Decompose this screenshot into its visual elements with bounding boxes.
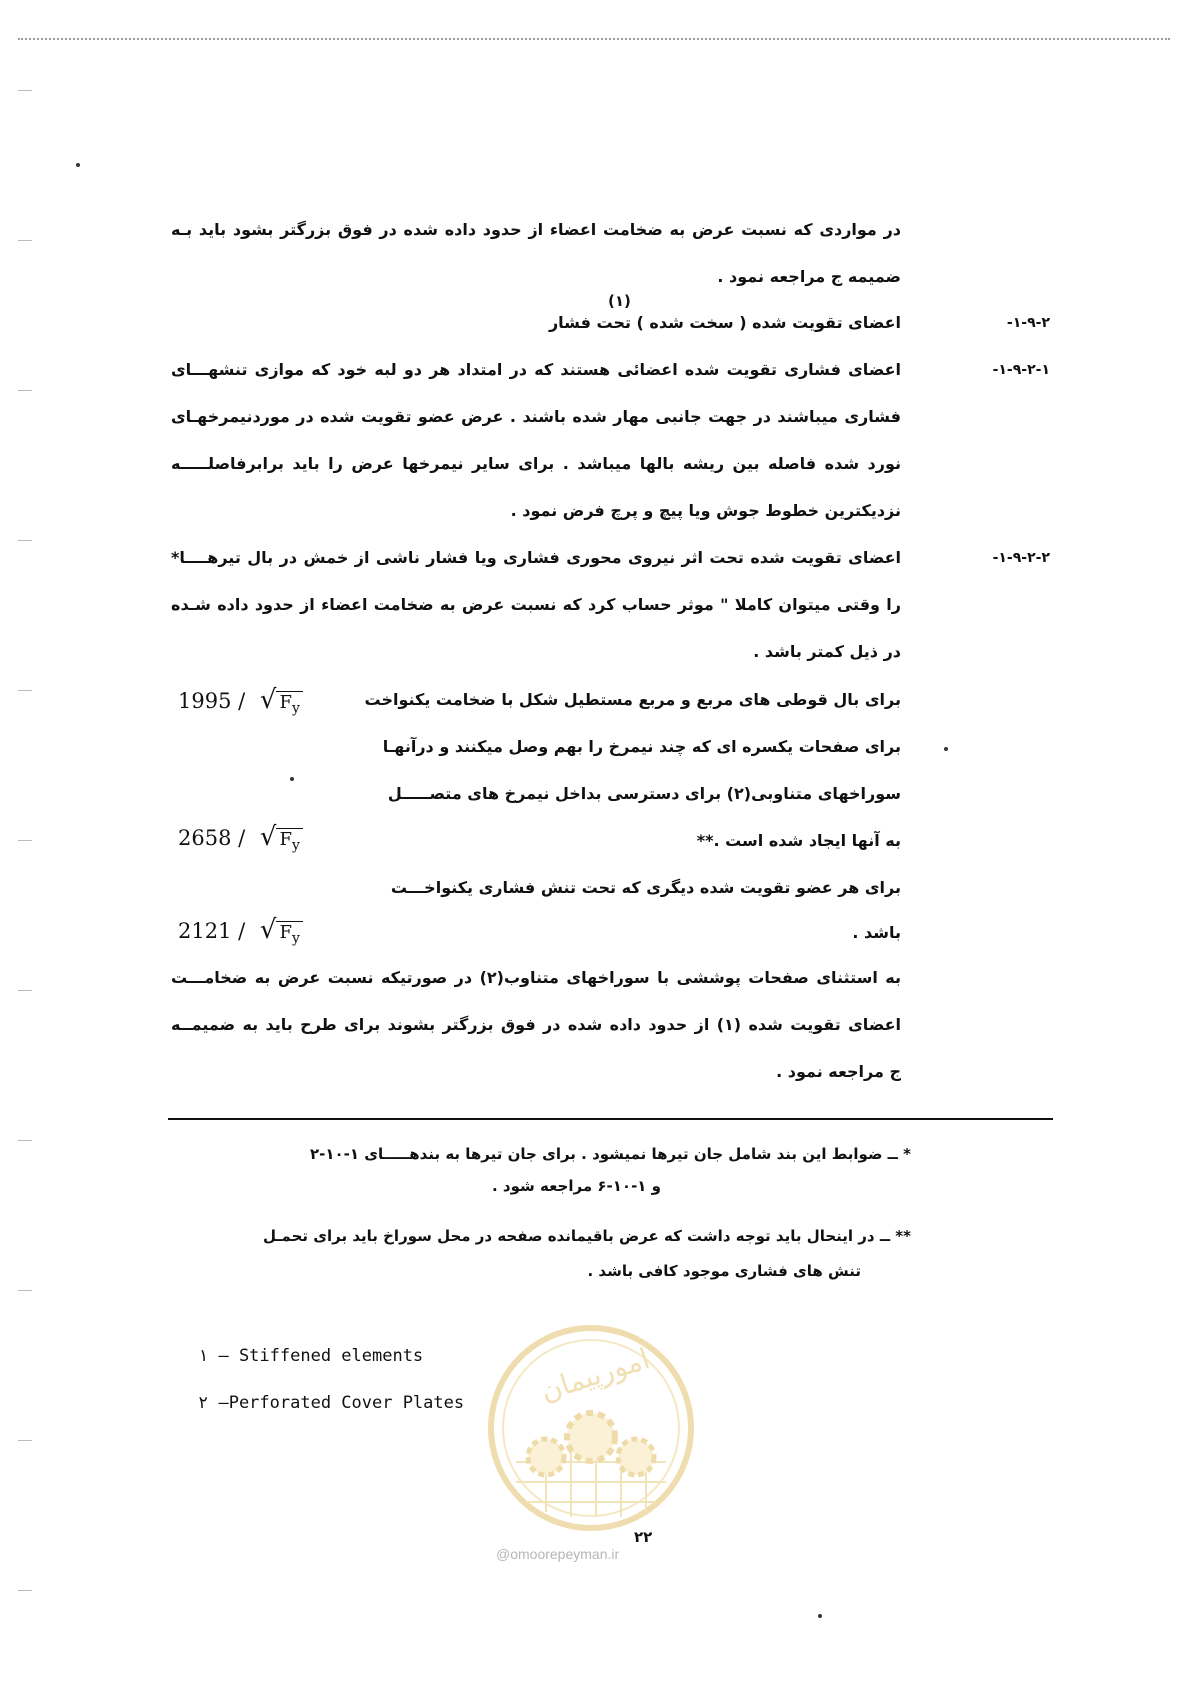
footnote-marker-1: (۱) xyxy=(608,292,631,310)
formula-2121: 2121 / √ $F_y$ xyxy=(178,915,303,954)
scan-speck xyxy=(818,1614,822,1618)
formula-2658: 2658 / √ $F_y$ xyxy=(178,822,303,861)
margin-tick xyxy=(18,240,32,241)
margin-tick xyxy=(18,90,32,91)
condition-1-line-1: برای بال قوطی های مربع و مربع مستطیل شکل با ضخامت یکنواخت xyxy=(364,690,901,709)
condition-2-line-2: سوراخهای متناوبی(۲) برای دسترسی بداخل نیمرخ های متصـــــل xyxy=(387,784,901,803)
footnote-2-line-1: ** ــ در اینحال باید توجه داشت که عرض باقیمانده صفحه در محل سوراخ باید برای تحمـل xyxy=(263,1227,911,1245)
page-number: ۲۲ xyxy=(634,1528,653,1546)
margin-tick xyxy=(18,540,32,541)
margin-tick xyxy=(18,840,32,841)
formula-1995: 1995 / √ $F_y$ xyxy=(178,685,303,724)
paragraph-line: در ذیل کمتر باشد . xyxy=(753,642,901,661)
margin-tick xyxy=(18,690,32,691)
paragraph-line: نورد شده فاصله بین ریشه بالها میباشد . برای سایر نیمرخها عرض را باید برابرفاصلـــــه xyxy=(171,454,901,473)
scan-speck xyxy=(290,777,294,781)
closing-line-1: به استثنای صفحات پوششی با سوراخهای متناوب(۲) در صورتیکه نسبت عرض به ضخامـــت xyxy=(171,968,901,987)
intro-line-1: در مواردی که نسبت عرض به ضخامت اعضاء از حدود داده شده در فوق بزرگتر بشود باید بـه xyxy=(171,220,901,239)
scan-speck xyxy=(76,163,80,167)
english-footnote-1: ۱ — Stiffened elements xyxy=(198,1346,424,1366)
margin-tick xyxy=(18,990,32,991)
paragraph-line: را وقتی میتوان کاملا " موثر حساب کرد که نسبت عرض به ضخامت اعضاء از حدود داده شـده xyxy=(171,595,901,614)
section-number-1-9-2: ۱-۹-۲- xyxy=(1006,315,1050,331)
closing-line-2: اعضای تقویت شده (۱) از حدود داده شده در فوق بزرگتر بشوند برای طرح باید به ضمیمــه xyxy=(171,1015,901,1034)
footnote-2-line-2: تنش های فشاری موجود کافی باشد . xyxy=(587,1262,861,1280)
condition-2-line-1: برای صفحات یکسره ای که چند نیمرخ را بهم وصل میکنند و درآنهـا xyxy=(382,737,901,756)
paragraph-line: اعضای تقویت شده تحت اثر نیروی محوری فشاری ویا فشار ناشی از خمش در بال تیرهــــا* xyxy=(171,548,901,567)
condition-2-line-3: به آنها ایجاد شده است .** xyxy=(696,831,901,850)
section-number-1-9-2-2: ۱-۹-۲-۲- xyxy=(992,550,1050,566)
condition-3-line-1: برای هر عضو تقویت شده دیگری که تحت تنش فشاری یکنواخـــت xyxy=(390,878,901,897)
margin-tick xyxy=(18,390,32,391)
english-footnote-2: ۲ —Perforated Cover Plates xyxy=(198,1393,465,1413)
condition-3-line-2: باشد . xyxy=(852,923,901,942)
paragraph-line: نزدیکترین خطوط جوش ویا پیچ و پرچ فرض نمود . xyxy=(510,501,901,520)
section-number-1-9-2-1: ۱-۹-۲-۱- xyxy=(992,362,1050,378)
margin-tick xyxy=(18,1440,32,1441)
paragraph-line: فشاری میباشند در جهت جانبی مهار شده باشند . عرض عضو تقویت شده در موردنیمرخهـای xyxy=(171,407,901,426)
footnote-1-line-2: و ۱-۱۰-۶ مراجعه شود . xyxy=(492,1177,661,1195)
closing-line-3: ج مراجعه نمود . xyxy=(776,1062,901,1081)
top-scan-border xyxy=(18,38,1170,40)
watermark-site-text: @omoorepeyman.ir xyxy=(496,1546,620,1562)
paragraph-line: اعضای فشاری تقویت شده اعضائی هستند که در امتداد هر دو لبه خود که موازی تنشهـــای xyxy=(171,360,901,379)
gear-seal-logo-icon xyxy=(486,1312,696,1544)
margin-tick xyxy=(18,1290,32,1291)
sqrt-icon: √ $F_y$ xyxy=(260,685,303,724)
formula-value: 2658 xyxy=(178,826,232,850)
formula-value: 1995 xyxy=(178,689,232,713)
sqrt-icon: √ $F_y$ xyxy=(260,822,303,861)
scan-speck xyxy=(944,747,948,751)
intro-line-2: ضمیمه ج مراجعه نمود . xyxy=(717,267,901,286)
watermark-logo-text: امورپیمان xyxy=(536,1341,654,1409)
section-title-stiffened: اعضای تقویت شده ( سخت شده ) تحت فشار xyxy=(548,313,901,332)
margin-tick xyxy=(18,1590,32,1591)
margin-tick xyxy=(18,1140,32,1141)
footnote-1-line-1: * ــ ضوابط این بند شامل جان تیرها نمیشود . برای جان تیرها به بندهـــــای ۱-۱۰-۲ xyxy=(309,1145,911,1163)
sqrt-icon: √ $F_y$ xyxy=(260,915,303,954)
formula-value: 2121 xyxy=(178,919,232,943)
footnote-divider xyxy=(168,1118,1053,1120)
